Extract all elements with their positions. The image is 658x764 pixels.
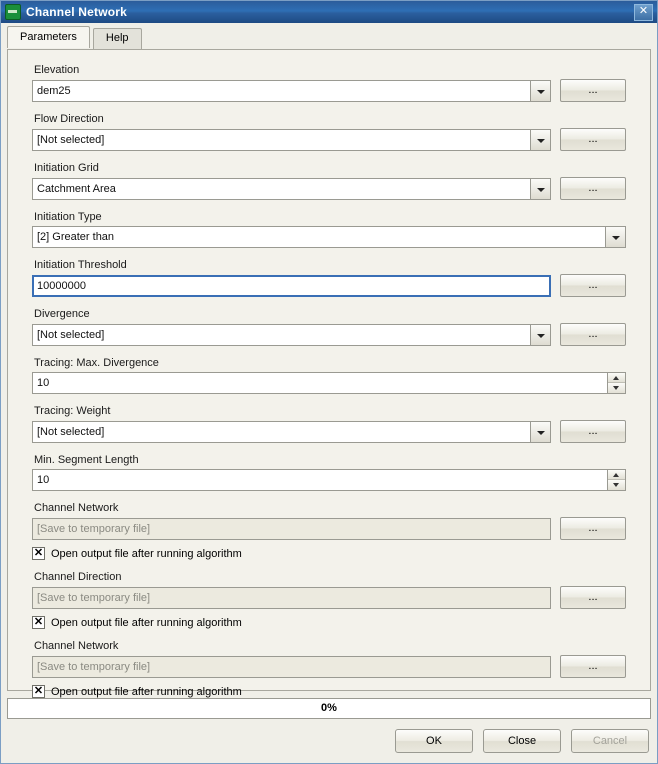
chevron-down-icon[interactable] — [605, 227, 625, 247]
tab-parameters[interactable]: Parameters — [7, 26, 90, 48]
output-channel-direction-input[interactable] — [32, 587, 551, 609]
progress-bar: 0% — [7, 698, 651, 719]
output-channel-network-input[interactable] — [32, 518, 551, 540]
tab-help[interactable]: Help — [93, 28, 142, 49]
close-button[interactable]: Close — [483, 729, 561, 753]
output-channel-network-shapes-browse-button[interactable]: ... — [560, 655, 626, 678]
open-output-label: Open output file after running algorithm — [51, 616, 242, 629]
label-divergence: Divergence — [34, 308, 90, 320]
close-icon[interactable]: ✕ — [634, 4, 653, 21]
ok-button[interactable]: OK — [395, 729, 473, 753]
row-open-output-channel-network — [32, 547, 626, 560]
row-min-segment-length — [32, 469, 626, 491]
min-segment-length-spinner[interactable] — [32, 469, 626, 491]
dialog-buttons — [385, 729, 649, 753]
elevation-combo[interactable] — [32, 80, 551, 102]
row-divergence — [32, 323, 626, 346]
spinner-buttons[interactable] — [607, 373, 625, 393]
open-output-checkbox[interactable]: ✕ — [33, 685, 44, 697]
label-initiation-threshold: Initiation Threshold — [34, 259, 127, 271]
min-segment-length-value: 10 — [37, 474, 50, 486]
output-channel-network-shapes-input[interactable] — [32, 656, 551, 678]
parameters-form — [8, 50, 650, 706]
row-open-output-channel-network-shapes — [32, 685, 626, 698]
label-tracing-max-divergence: Tracing: Max. Divergence — [34, 357, 159, 369]
row-output-channel-direction — [32, 586, 626, 609]
label-min-segment-length: Min. Segment Length — [34, 454, 139, 466]
tracing-weight-browse-button[interactable]: ... — [560, 420, 626, 443]
chevron-down-icon[interactable] — [530, 81, 550, 101]
label-initiation-grid: Initiation Grid — [34, 162, 99, 174]
row-output-channel-network — [32, 517, 626, 540]
label-flow-direction: Flow Direction — [34, 113, 104, 125]
initiation-type-combo[interactable] — [32, 226, 626, 248]
row-elevation — [32, 79, 626, 102]
label-tracing-weight: Tracing: Weight — [34, 405, 111, 417]
spinner-down-icon[interactable] — [608, 383, 625, 393]
row-initiation-threshold — [32, 274, 626, 297]
divergence-browse-button[interactable]: ... — [560, 323, 626, 346]
initiation-threshold-input[interactable]: 10000000 — [32, 275, 551, 297]
initiation-grid-value: Catchment Area — [37, 182, 116, 195]
initiation-grid-combo[interactable] — [32, 178, 551, 200]
spinner-buttons[interactable] — [607, 470, 625, 490]
output-channel-direction-placeholder: [Save to temporary file] — [37, 591, 151, 604]
chevron-down-icon[interactable] — [530, 422, 550, 442]
divergence-combo[interactable] — [32, 324, 551, 346]
label-output-channel-direction: Channel Direction — [34, 571, 122, 583]
output-channel-network-placeholder: [Save to temporary file] — [37, 522, 151, 535]
tab-bar — [1, 26, 657, 47]
chevron-down-icon[interactable] — [530, 325, 550, 345]
elevation-browse-button[interactable]: ... — [560, 79, 626, 102]
label-output-channel-network: Channel Network — [34, 502, 119, 514]
tracing-weight-value: [Not selected] — [37, 425, 105, 438]
row-tracing-max-divergence — [32, 372, 626, 394]
label-output-channel-network-shapes: Channel Network — [34, 640, 119, 652]
flow-direction-combo[interactable] — [32, 129, 551, 151]
parameters-panel — [7, 49, 651, 698]
initiation-threshold-browse-button[interactable]: ... — [560, 274, 626, 297]
flow-direction-browse-button[interactable]: ... — [560, 128, 626, 151]
divergence-value: [Not selected] — [37, 328, 105, 341]
row-tracing-weight — [32, 420, 626, 443]
chevron-down-icon[interactable] — [530, 130, 550, 150]
cancel-button: Cancel — [571, 729, 649, 753]
open-output-label: Open output file after running algorithm — [51, 685, 242, 698]
output-channel-network-shapes-placeholder: [Save to temporary file] — [37, 660, 151, 673]
open-output-checkbox[interactable]: ✕ — [33, 547, 44, 559]
row-initiation-grid — [32, 177, 626, 200]
spinner-up-icon[interactable] — [608, 373, 625, 383]
open-output-label: Open output file after running algorithm — [51, 547, 242, 560]
flow-direction-value: [Not selected] — [37, 133, 105, 146]
elevation-value: dem25 — [37, 84, 71, 97]
window-title: Channel Network — [26, 5, 128, 19]
tracing-max-divergence-value: 10 — [37, 377, 50, 389]
title-bar — [1, 1, 657, 23]
row-flow-direction — [32, 128, 626, 151]
spinner-down-icon[interactable] — [608, 480, 625, 490]
output-channel-direction-browse-button[interactable]: ... — [560, 586, 626, 609]
output-channel-network-browse-button[interactable]: ... — [560, 517, 626, 540]
chevron-down-icon[interactable] — [530, 179, 550, 199]
row-output-channel-network-shapes — [32, 655, 626, 678]
label-initiation-type: Initiation Type — [34, 211, 102, 223]
row-open-output-channel-direction — [32, 616, 626, 629]
tracing-max-divergence-spinner[interactable] — [32, 372, 626, 394]
label-elevation: Elevation — [34, 64, 80, 76]
initiation-grid-browse-button[interactable]: ... — [560, 177, 626, 200]
spinner-up-icon[interactable] — [608, 470, 625, 480]
initiation-type-value: [2] Greater than — [37, 231, 115, 243]
tracing-weight-combo[interactable] — [32, 421, 551, 443]
row-initiation-type — [32, 226, 626, 248]
open-output-checkbox[interactable]: ✕ — [33, 616, 44, 628]
application-icon — [5, 4, 21, 20]
